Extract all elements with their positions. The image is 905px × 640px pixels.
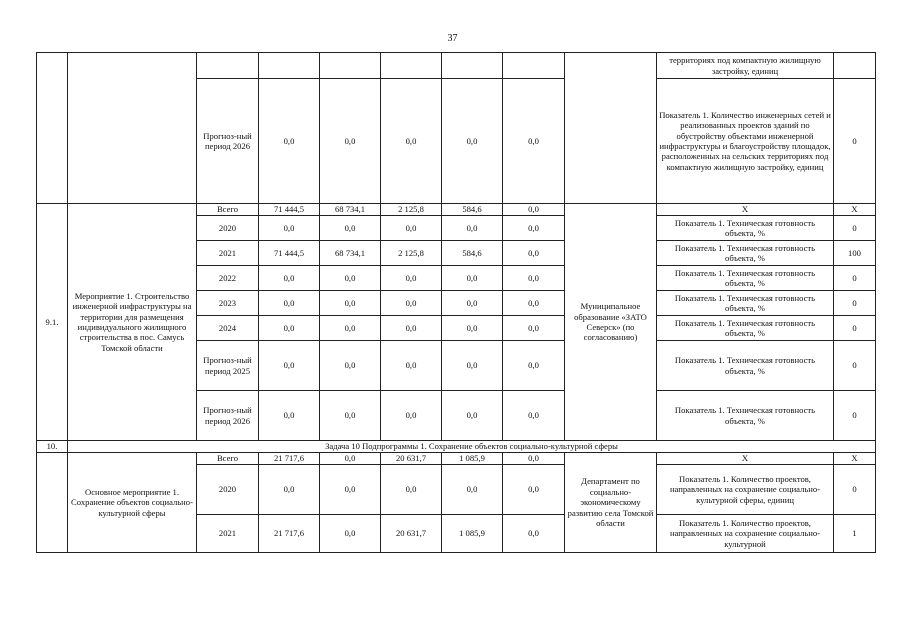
total-cell: 0,0	[259, 266, 320, 291]
local-cell: 0,0	[442, 391, 503, 441]
regional-cell: 20 631,7	[381, 453, 442, 465]
regional-cell: 2 125,8	[381, 241, 442, 266]
regional-cell: 0,0	[381, 291, 442, 316]
total-cell: 0,0	[259, 316, 320, 341]
period-cell: 2020	[197, 465, 259, 515]
regional-cell: 0,0	[381, 266, 442, 291]
period-cell: 2023	[197, 291, 259, 316]
federal-cell: 0,0	[320, 79, 381, 204]
event-name-cell: Основное мероприятие 1. Сохранение объектов социально-культурной сферы	[68, 453, 197, 553]
indicator-cell: Показатель 1. Количество проектов, направленных на сохранение социально-культурной сферы, единиц	[657, 465, 834, 515]
indicator-cell: Показатель 1. Техническая готовность объекта, %	[657, 316, 834, 341]
indicator-value-cell: Х	[834, 204, 876, 216]
table-row	[37, 204, 876, 216]
regional-cell: 2 125,8	[381, 204, 442, 216]
executor-cell: Департамент по социально-экономическому развитию села Томской области	[565, 453, 657, 553]
extra-budget-cell: 0,0	[503, 291, 565, 316]
extra-budget-cell: 0,0	[503, 341, 565, 391]
indicator-value-cell: 0	[834, 391, 876, 441]
table-row	[37, 53, 876, 79]
federal-cell: 68 734,1	[320, 204, 381, 216]
federal-cell: 0,0	[320, 216, 381, 241]
federal-cell: 0,0	[320, 515, 381, 553]
executor-cell: Муниципальное образование «ЗАТО Северск» (по согласованию)	[565, 204, 657, 441]
page-number: 37	[447, 33, 458, 44]
federal-cell: 0,0	[320, 266, 381, 291]
extra-budget-cell: 0,0	[503, 316, 565, 341]
indicator-cell: территориях под компактную жилищную застройку, единиц	[657, 53, 834, 79]
regional-cell: 0,0	[381, 79, 442, 204]
indicator-cell: Х	[657, 204, 834, 216]
federal-cell: 0,0	[320, 341, 381, 391]
indicator-value-cell: 0	[834, 266, 876, 291]
indicator-value-cell	[834, 53, 876, 79]
regional-cell: 0,0	[381, 216, 442, 241]
indicator-value-cell: 0	[834, 291, 876, 316]
regional-cell: 0,0	[381, 465, 442, 515]
federal-cell: 0,0	[320, 291, 381, 316]
period-cell: Прогноз-ный период 2026	[197, 391, 259, 441]
total-cell: 0,0	[259, 291, 320, 316]
indicator-cell: Показатель 1. Техническая готовность объекта, %	[657, 241, 834, 266]
local-cell: 584,6	[442, 241, 503, 266]
row-number-cell: 9.1.	[37, 204, 68, 441]
period-cell: Прогноз-ный период 2026	[197, 79, 259, 204]
extra-budget-cell: 0,0	[503, 216, 565, 241]
extra-budget-cell: 0,0	[503, 266, 565, 291]
event-name-cell	[68, 53, 197, 204]
executor-cell	[565, 53, 657, 204]
local-cell: 0,0	[442, 79, 503, 204]
indicator-value-cell: 100	[834, 241, 876, 266]
program-table	[36, 52, 876, 553]
total-cell: 0,0	[259, 341, 320, 391]
table-row	[37, 441, 876, 453]
local-cell: 0,0	[442, 341, 503, 391]
period-cell: 2020	[197, 216, 259, 241]
extra-budget-cell: 0,0	[503, 204, 565, 216]
total-cell: 71 444,5	[259, 204, 320, 216]
indicator-value-cell: Х	[834, 453, 876, 465]
period-cell: Всего	[197, 453, 259, 465]
local-cell: 1 085,9	[442, 515, 503, 553]
total-cell: 0,0	[259, 216, 320, 241]
indicator-cell: Показатель 1. Количество инженерных сетей и реализованных проектов зданий по обустройству объектами инженерной инфраструктуры и благоустройству площадок, расположенных на сельских территориях под компактную жилищную застройку, единиц	[657, 79, 834, 204]
period-cell: 2022	[197, 266, 259, 291]
indicator-value-cell: 0	[834, 79, 876, 204]
extra-budget-cell: 0,0	[503, 241, 565, 266]
total-cell: 0,0	[259, 79, 320, 204]
table-row	[37, 453, 876, 465]
total-cell: 0,0	[259, 465, 320, 515]
local-cell: 0,0	[442, 291, 503, 316]
row-number-cell	[37, 453, 68, 553]
total-cell: 0,0	[259, 391, 320, 441]
period-cell: 2024	[197, 316, 259, 341]
indicator-cell: Показатель 1. Количество проектов, направленных на сохранение социально-культурной	[657, 515, 834, 553]
indicator-cell: Х	[657, 453, 834, 465]
regional-cell: 20 631,7	[381, 515, 442, 553]
regional-cell: 0,0	[381, 341, 442, 391]
local-cell: 0,0	[442, 316, 503, 341]
indicator-value-cell: 0	[834, 341, 876, 391]
period-cell: Всего	[197, 204, 259, 216]
extra-budget-cell: 0,0	[503, 453, 565, 465]
local-cell: 0,0	[442, 266, 503, 291]
indicator-cell: Показатель 1. Техническая готовность объекта, %	[657, 391, 834, 441]
period-cell: 2021	[197, 515, 259, 553]
indicator-value-cell: 0	[834, 316, 876, 341]
indicator-cell: Показатель 1. Техническая готовность объекта, %	[657, 216, 834, 241]
indicator-cell: Показатель 1. Техническая готовность объекта, %	[657, 266, 834, 291]
local-cell: 0,0	[442, 216, 503, 241]
period-cell: 2021	[197, 241, 259, 266]
extra-budget-cell: 0,0	[503, 515, 565, 553]
total-cell: 71 444,5	[259, 241, 320, 266]
extra-budget-cell: 0,0	[503, 79, 565, 204]
local-cell: 1 085,9	[442, 453, 503, 465]
extra-budget-cell: 0,0	[503, 391, 565, 441]
federal-cell: 0,0	[320, 391, 381, 441]
regional-cell: 0,0	[381, 391, 442, 441]
total-cell: 21 717,6	[259, 453, 320, 465]
federal-cell: 0,0	[320, 453, 381, 465]
federal-cell: 0,0	[320, 465, 381, 515]
federal-cell: 68 734,1	[320, 241, 381, 266]
indicator-cell: Показатель 1. Техническая готовность объекта, %	[657, 341, 834, 391]
row-number-cell: 10.	[37, 441, 68, 453]
event-name-cell: Мероприятие 1. Строительство инженерной инфраструктуры на территории для размещения индивидуального жилищного строительства в пос. Самусь Томской области	[68, 204, 197, 441]
period-cell: Прогноз-ный период 2025	[197, 341, 259, 391]
indicator-value-cell: 1	[834, 515, 876, 553]
extra-budget-cell: 0,0	[503, 465, 565, 515]
indicator-value-cell: 0	[834, 216, 876, 241]
local-cell: 0,0	[442, 465, 503, 515]
regional-cell: 0,0	[381, 316, 442, 341]
indicator-cell: Показатель 1. Техническая готовность объекта, %	[657, 291, 834, 316]
local-cell: 584,6	[442, 204, 503, 216]
task-title-cell: Задача 10 Подпрограммы 1. Сохранение объектов социально-культурной сферы	[68, 441, 876, 453]
total-cell: 21 717,6	[259, 515, 320, 553]
indicator-value-cell: 0	[834, 465, 876, 515]
row-number-cell	[37, 53, 68, 204]
federal-cell: 0,0	[320, 316, 381, 341]
